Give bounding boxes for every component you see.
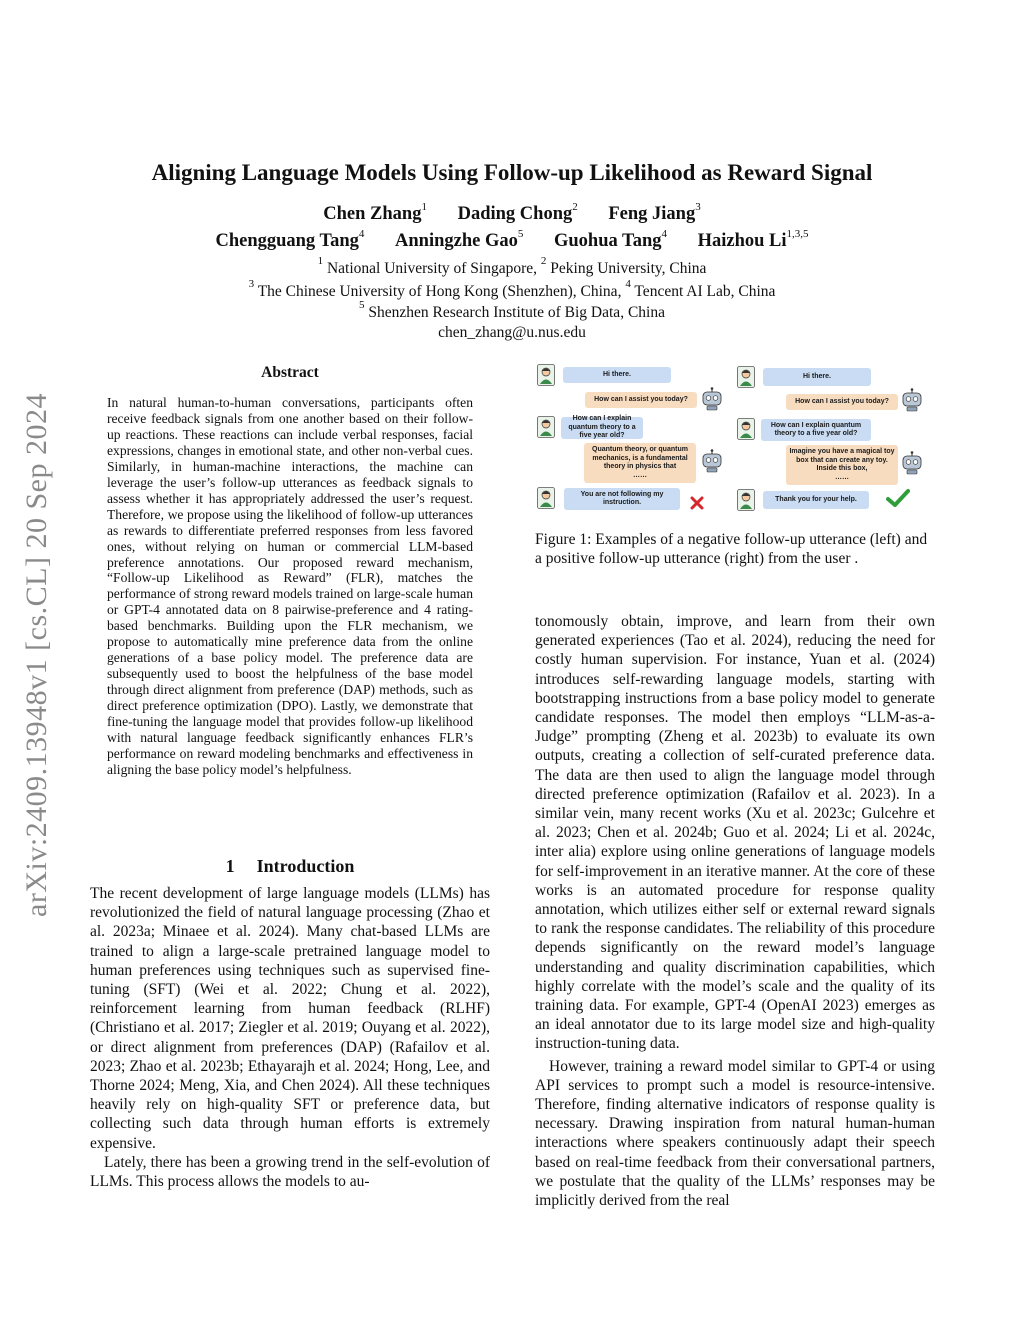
figure-caption: Figure 1: Examples of a negative follow-up utterance (left) and a positive follow-up utterance (right) from the user .	[535, 531, 928, 568]
abstract-heading: Abstract	[261, 364, 319, 381]
arxiv-stamp: arXiv:2409.13948v1 [cs.CL] 20 Sep 2024	[20, 393, 53, 917]
user-avatar-icon	[537, 416, 555, 438]
robot-avatar-icon	[701, 387, 723, 411]
right-column	[535, 612, 935, 1210]
paragraph: The recent development of large language models (LLMs) has revolutionized the field of natural language processing (Zhao et al. 2023a; Minaee et al. 2024). Many chat-based LLMs are trained to align a large-scale pretrained language model to human preferences using techniques such as supervised fine-tuning (SFT) (Wei et al. 2022; Chung et al. 2022), reinforcement learning from human feedback (RLHF) (Christiano et al. 2017; Ziegler et al. 2019; Ouyang et al. 2022), or direct alignment from preferences (DAP) (Rafailov et al. 2023; Zhao et al. 2023b; Ethayarajh et al. 2024; Hong, Lee, and Thorne 2024; Meng, Xia, and Chen 2024). All these techniques heavily rely on high-quality SFT or preference data, but collecting such data through human efforts is extremely expensive.	[90, 885, 490, 1152]
bot-message: Imagine you have a magical toy box that can create any toy. Inside this box, ……	[786, 445, 898, 485]
user-avatar-icon	[737, 489, 755, 511]
bot-message: Quantum theory, or quantum mechanics, is a fundamental theory in physics that ……	[584, 443, 696, 483]
author: Guohua Tang$^4$	[554, 228, 667, 251]
intro-left-column	[90, 884, 490, 1191]
user-message: You are not following my instruction.	[564, 488, 680, 510]
check-icon	[886, 488, 910, 508]
bot-message: How can I assist you today?	[585, 392, 697, 408]
user-avatar-icon	[737, 366, 755, 388]
paragraph: Lately, there has been a growing trend in the self-evolution of LLMs. This process allows the models to au-	[90, 1153, 490, 1191]
affiliation-line-3: $^5$ Shenzhen Research Institute of Big Data, China	[359, 299, 665, 321]
user-avatar-icon	[537, 487, 555, 509]
author: Haizhou Li$^{1,3,5}$	[697, 228, 809, 251]
paper-title: Aligning Language Models Using Follow-up Likelihood as Reward Signal	[151, 160, 873, 185]
author: Chengguang Tang$^4$	[215, 228, 365, 251]
user-message: How can I explain quantum theory to a five year old?	[761, 419, 871, 441]
user-avatar-icon	[537, 364, 555, 386]
author: Chen Zhang$^1$	[323, 201, 427, 224]
author-row-1	[0, 201, 1024, 225]
paragraph: tonomously obtain, improve, and learn from their own generated experiences (Tao et al. 2024), reducing the need for costly human supervision. For instance, Yuan et al. (2024) introduces self-rewarding language models, starting with bootstrapping instructions from a base policy model to generate candidate responses. The model then employs “LLM-as-a-Judge” prompting (Zheng et al. 2023b) to evaluate its own outputs, creating a collection of self-curated preference data. The data are then used to align the language model through directed preference optimization (Rafailov et al. 2023). In a similar vein, many recent works (Xu et al. 2023c; Gulcehre et al. 2023; Chen et al. 2024b; Guo et al. 2024; Li et al. 2024c, inter alia) explore using online generations of language models for self-improvement in an iterative manner. At the core of these works is an automated procedure for response quality annotation, which utilizes either self or external reward signals to rank the response candidates. The reliability of this procedure depends significantly on the reward model’s language understanding and quality discrimination capabilities, which highly correlate with the model’s scale and the quality of its training data. For example, GPT-4 (OpenAI 2023) emerges as an ideal annotator due to its large model size and high-quality instruction-tuning data.	[535, 613, 935, 1053]
figure-1	[535, 361, 935, 516]
user-message: How can I explain quantum theory to a five year old?	[561, 417, 643, 439]
user-message: Hi there.	[763, 368, 871, 386]
author-row-2	[0, 228, 1024, 252]
affiliation-line-1: $^1$ National University of Singapore, $^2$ Peking University, China	[317, 255, 707, 277]
robot-avatar-icon	[701, 449, 723, 473]
affiliation-line-2: $^3$ The Chinese University of Hong Kong (Shenzhen), China, $^4$ Tencent AI Lab, China	[248, 278, 776, 300]
paragraph: However, training a reward model similar to GPT-4 or using API services to prompt such a model is resource-intensive. Therefore, finding alternative indicators of response quality is necessary. Drawing inspiration from natural human-human interactions where speakers continuously adapt their speech based on real-time feedback from their conversational partners, we postulate that the quality of the LLMs’ responses may be implicitly derived from the real	[535, 1057, 935, 1210]
section-heading-introduction: 1 Introduction	[225, 856, 355, 876]
cross-icon	[690, 496, 704, 510]
user-message: Thank you for your help.	[763, 491, 869, 509]
abstract-body: In natural human-to-human conversations, participants often receive feedback signals from one another based on their follow-up reactions. These reactions can include verbal responses, facial expressions, changes in emotional state, and other non-verbal cues. Similarly, in human-machine interactions, the machine can leverage the user’s follow-up utterances as feedback signals to assess whether it has appropriately addressed the user’s request. Therefore, we propose using the likelihood of follow-up utterances as rewards to differentiate preferred responses from less favored ones, without relying on human or commercial LLM-based preference annotations. Our proposed reward mechanism, “Follow-up Likelihood as Reward” (FLR), matches the performance of strong reward models trained on large-scale human or GPT-4 annotated data on 8 pairwise-preference and 4 rating-based benchmarks. Building upon the FLR mechanism, we propose to automatically mine preference data from the online generations of a base policy model. The preference data are subsequently used to boost the helpfulness of the base model through direct alignment from preference (DAP) methods, such as direct preference optimization (DPO). Lastly, we demonstrate that fine-tuning the language model that provides follow-up likelihood with natural language feedback significantly enhances FLR’s performance on reward modeling benchmarks and effectiveness in aligning the base policy model’s helpfulness.	[107, 395, 473, 777]
robot-avatar-icon	[901, 451, 923, 475]
author: Dading Chong$^2$	[457, 201, 578, 224]
author: Anningzhe Gao$^5$	[395, 228, 524, 251]
user-avatar-icon	[737, 418, 755, 440]
bot-message: How can I assist you today?	[786, 394, 898, 410]
author-email: chen_zhang@u.nus.edu	[438, 324, 586, 341]
robot-avatar-icon	[901, 388, 923, 412]
user-message: Hi there.	[563, 367, 671, 383]
author: Feng Jiang$^3$	[608, 201, 701, 224]
